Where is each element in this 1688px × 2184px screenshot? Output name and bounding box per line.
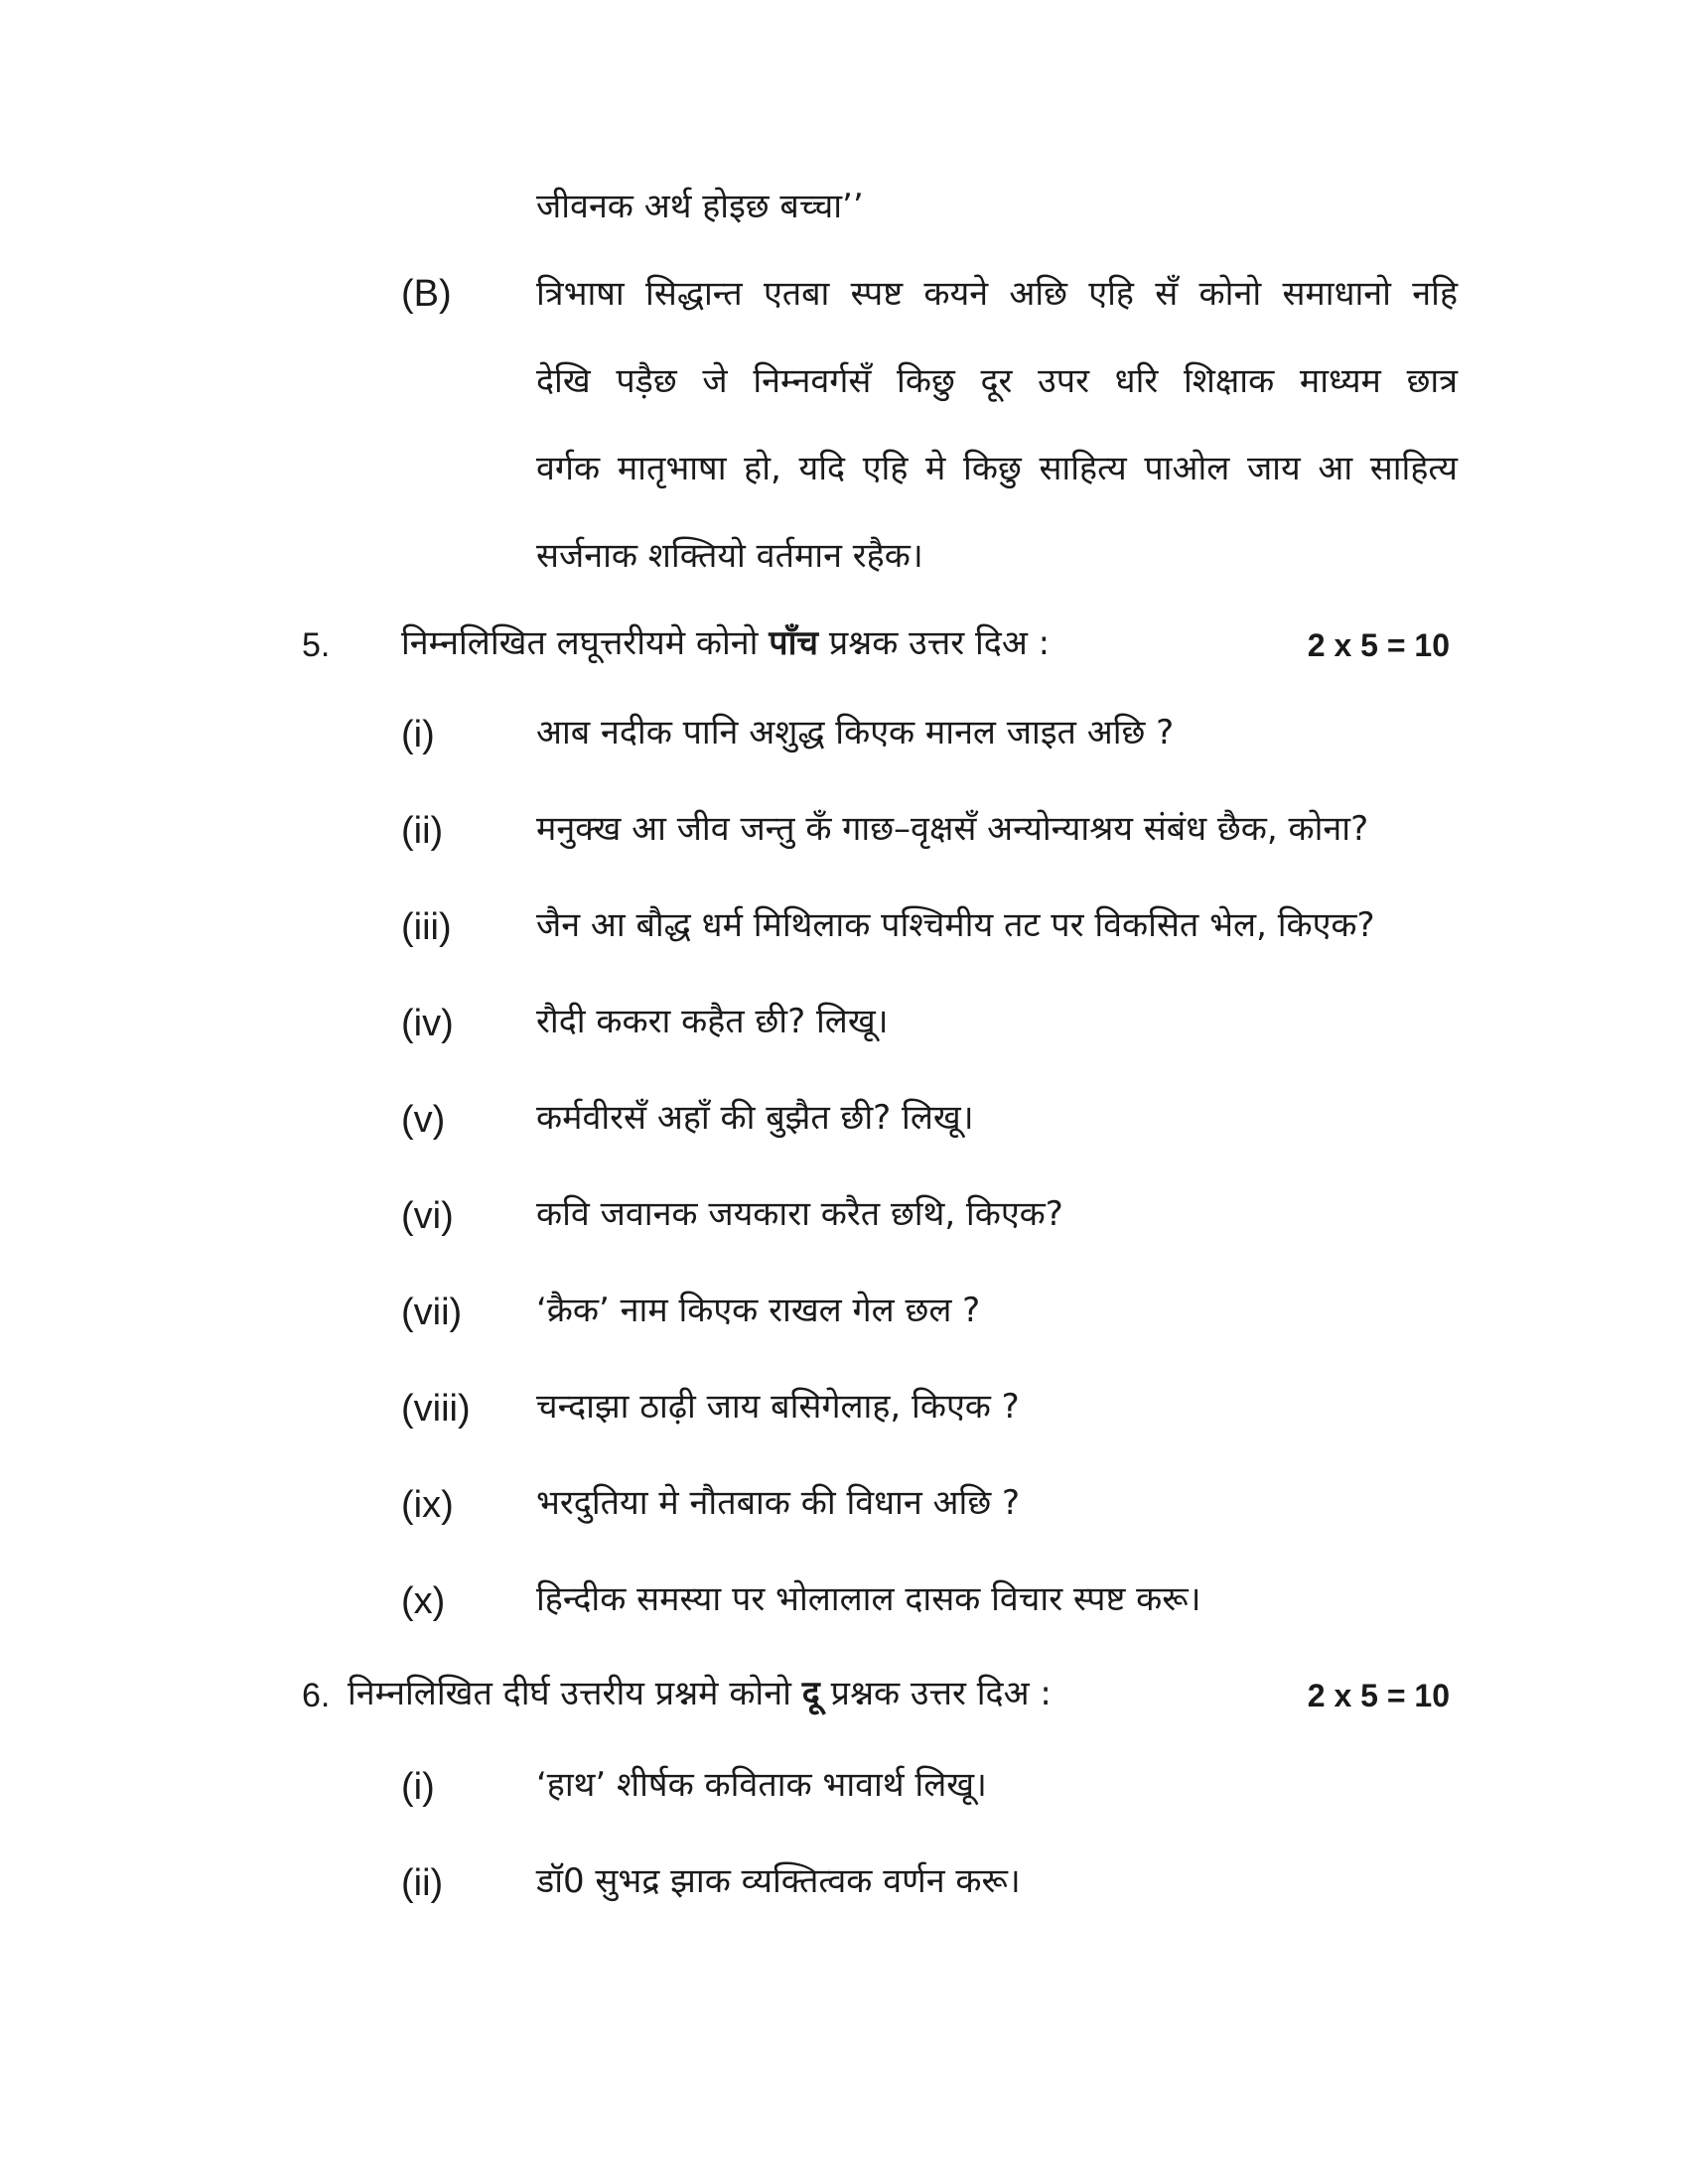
q5-item-label: (v) <box>401 1099 446 1141</box>
q5-item-text: भरदुतिया मे नौतबाक की विधान अछि ? <box>536 1483 1021 1523</box>
question-6-marks: 2 x 5 = 10 <box>1307 1678 1450 1713</box>
q5-item-label: (i) <box>401 714 435 755</box>
section-b-line: सर्जनाक शक्तियो वर्तमान रहैक। <box>536 536 923 576</box>
q5-item-text: रौदी ककरा कहैत छी? लिखू। <box>536 1002 889 1041</box>
q6-item-text: डॉ0 सुभद्र झाक व्यक्तित्वक वर्णन करू। <box>536 1861 1021 1901</box>
section-b-line: वर्गक मातृभाषा हो, यदि एहि मे किछु साहित्य पाओल जाय आ साहित्य <box>536 449 1458 488</box>
question-5-marks: 2 x 5 = 10 <box>1307 627 1450 663</box>
q5-item-text: मनुक्ख आ जीव जन्तु कँ गाछ–वृक्षसँ अन्योन्याश्रय संबंध छैक, कोना? <box>536 809 1369 849</box>
q5-item-text: ‘क्रैक’ नाम किएक राखल गेल छल ? <box>536 1291 981 1330</box>
question-6-prompt <box>348 1672 1052 1715</box>
q5-item-label: (x) <box>401 1580 446 1622</box>
q6-item-label: (ii) <box>401 1862 444 1904</box>
question-5-text-bold: पाँच <box>769 623 819 663</box>
q5-item-text: कवि जवानक जयकारा करैत छथि, किएक? <box>536 1194 1063 1234</box>
q5-item-label: (ii) <box>401 810 444 852</box>
q5-item-label: (vi) <box>401 1195 454 1237</box>
section-b-line: त्रिभाषा सिद्धान्त एतबा स्पष्ट कयने अछि एहि सँ कोनो समाधानो नहि <box>536 274 1458 314</box>
question-5-text-before: निम्नलिखित लघूत्तरीयमे कोनो <box>401 623 759 663</box>
question-6-text-bold: दू <box>801 1674 820 1713</box>
q5-item-label: (ix) <box>401 1484 454 1526</box>
question-5-number: 5. <box>302 626 331 664</box>
q5-item-text: हिन्दीक समस्या पर भोलालाल दासक विचार स्पष्ट करू। <box>536 1579 1201 1619</box>
q5-item-label: (iii) <box>401 906 452 948</box>
question-6-text-after: प्रश्नक उत्तर दिअ : <box>830 1674 1052 1713</box>
q5-item-label: (iv) <box>401 1003 454 1044</box>
q5-item-text: जैन आ बौद्ध धर्म मिथिलाक पश्चिमीय तट पर विकसित भेल, किएक? <box>536 905 1375 945</box>
q6-item-label: (i) <box>401 1766 435 1808</box>
question-6-text-before: निम्नलिखित दीर्घ उत्तरीय प्रश्नमे कोनो <box>348 1674 791 1713</box>
section-b-label: (B) <box>401 273 452 315</box>
question-5-text-after: प्रश्नक उत्तर दिअ : <box>828 623 1051 663</box>
q6-item-text: ‘हाथ’ शीर्षक कविताक भावार्थ लिखू। <box>536 1765 987 1805</box>
q5-item-text: कर्मवीरसँ अहाँ की बुझैत छी? लिखू। <box>536 1098 974 1138</box>
q5-item-label: (vii) <box>401 1292 463 1333</box>
continuation-line: जीवनक अर्थ होइछ बच्चा’’ <box>536 187 864 226</box>
question-5-prompt <box>401 621 1050 665</box>
q5-item-label: (viii) <box>401 1388 471 1430</box>
section-b-line: देखि पड़ैछ जे निम्नवर्गसँ किछु दूर उपर धरि शिक्षाक माध्यम छात्र <box>536 361 1458 401</box>
q5-item-text: चन्दाझा ठाढ़ी जाय बसिगेलाह, किएक ? <box>536 1387 1020 1427</box>
question-6-number: 6. <box>302 1677 331 1714</box>
q5-item-text: आब नदीक पानि अशुद्ध किएक मानल जाइत अछि ? <box>536 713 1175 752</box>
